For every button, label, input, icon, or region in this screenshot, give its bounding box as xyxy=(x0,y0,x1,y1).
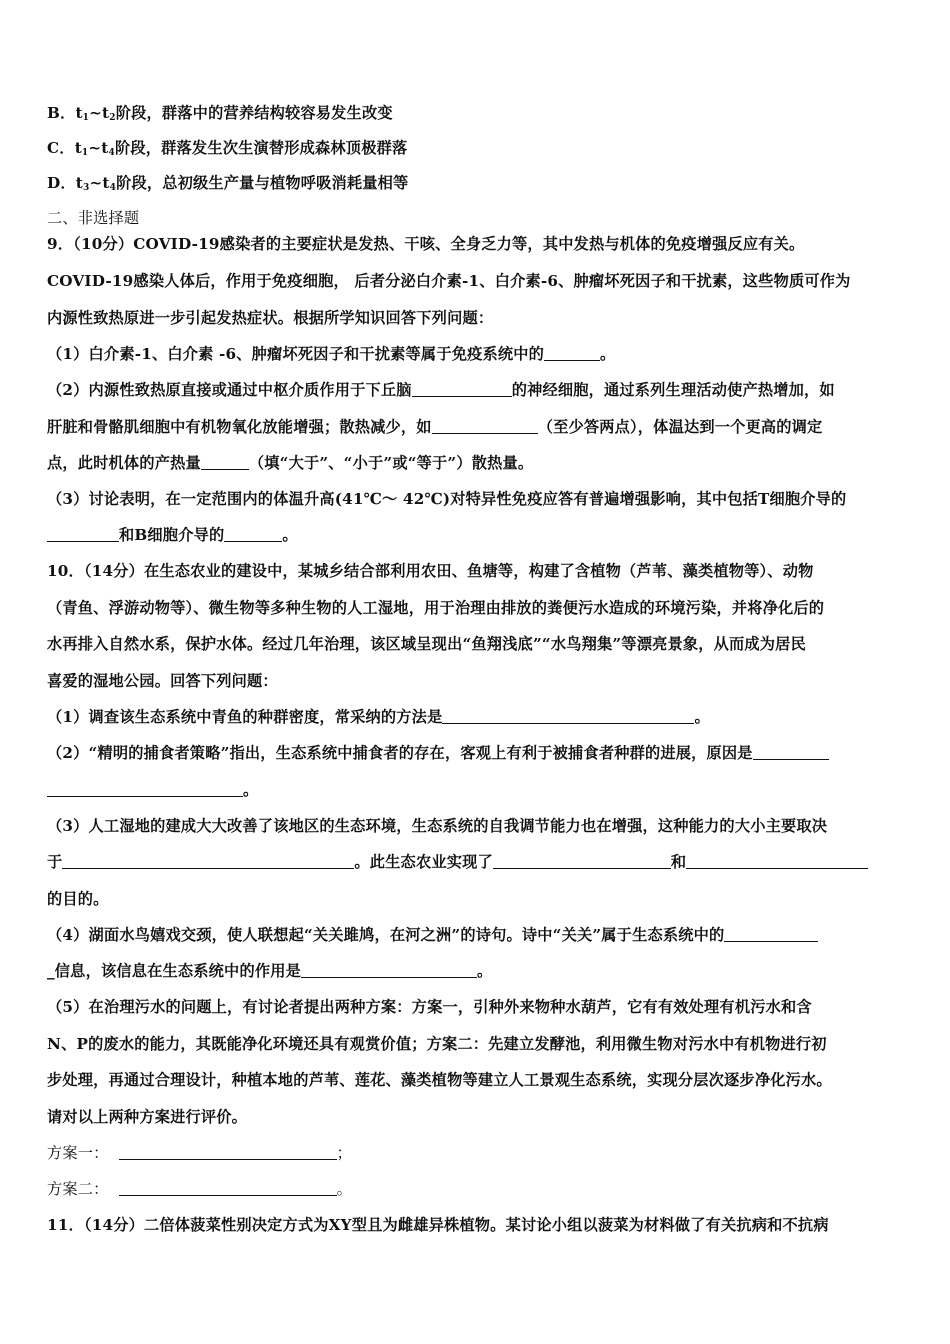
punct: ； xyxy=(336,1144,352,1162)
option-letter: C． xyxy=(47,139,75,157)
option-c xyxy=(47,138,407,163)
punct: 。 xyxy=(600,345,616,363)
q9-part-2-text: 的神经细胞，通过系列生理活动使产热增加，如 xyxy=(511,381,835,399)
subscript: 4 xyxy=(109,183,117,193)
q10-part-2-line-1 xyxy=(47,743,829,763)
q10-part-5-line-4: 请对以上两种方案进行评价。 xyxy=(47,1108,248,1126)
q10-part-3-text: 和 xyxy=(670,853,687,871)
answer-blank[interactable] xyxy=(544,346,600,361)
q9-line-1: 9．（10分）COVID-19感染者的主要症状是发热、干咳、全身乏力等，其中发热与机体的免疫增强反应有关。 xyxy=(47,235,805,253)
option-text: 阶段，总初级生产量与植物呼吸消耗量相等 xyxy=(116,174,409,192)
q9-part-1-text: （1）白介素-1、白介素 -6、肿瘤坏死因子和干扰素等属于免疫系统中的 xyxy=(47,345,545,363)
option-t: t xyxy=(75,104,83,122)
q9-part-2-line-2 xyxy=(47,417,822,437)
q10-part-4-line-1 xyxy=(47,925,818,945)
subscript: 1 xyxy=(82,113,90,123)
q10-line-2: （青鱼、浮游动物等）、微生物等多种生物的人工湿地，用于治理由排放的粪便污水造成的环境污染，并将净化后的 xyxy=(47,599,825,617)
answer-blank[interactable] xyxy=(119,1145,337,1160)
q9-part-2-line-1 xyxy=(47,380,835,400)
q10-part-4-text: （4）湖面水鸟嬉戏交颈，使人联想起“关关雎鸠，在河之洲”的诗句。诗中“关关”属于生态系统中的 xyxy=(47,926,725,944)
q9-line-3: 内源性致热原进一步引起发热症状。根据所学知识回答下列问题： xyxy=(47,309,494,327)
q9-part-2-text: 点，此时机体的产热量 xyxy=(47,454,201,472)
option-b xyxy=(47,103,393,128)
subscript: 4 xyxy=(108,148,115,158)
q9-part-2-text: （2）内源性致热原直接或通过中枢介质作用于下丘脑 xyxy=(47,381,412,399)
q10-part-1 xyxy=(47,707,710,727)
option-t: ~t xyxy=(89,174,110,192)
option-text: 阶段，群落发生次生演替形成森林顶极群落 xyxy=(115,139,408,157)
q9-line-2: COVID-19感染人体后，作用于免疫细胞， 后者分泌白介素-1、白介素-6、肿瘤坏死因子和干扰素，这些物质可作为 xyxy=(47,272,851,290)
q11-line-1: 11．（14分）二倍体菠菜性别决定方式为XY型且为雌雄异株植物。某讨论小组以菠菜为材料做了有关抗病和不抗病 xyxy=(47,1216,829,1234)
answer-blank[interactable] xyxy=(412,382,512,397)
q10-part-2-line-2 xyxy=(47,780,258,800)
punct: 。 xyxy=(336,1180,352,1198)
option-t: t xyxy=(75,174,83,192)
q10-part-5-line-2: N、P的废水的能力，其既能净化环境还具有观赏价值；方案二：先建立发酵池，利用微生物对污水中有机物进行初 xyxy=(47,1035,827,1053)
answer-blank[interactable] xyxy=(442,709,694,724)
answer-blank[interactable] xyxy=(201,455,249,470)
punct: 。 xyxy=(477,962,493,980)
q10-line-3: 水再排入自然水系，保护水体。经过几年治理，该区域呈现出“鱼翔浅底”“水鸟翔集”等漂亮景象，从而成为居民 xyxy=(47,635,806,653)
q10-line-1: 10．（14分）在生态农业的建设中，某城乡结合部利用农田、鱼塘等，构建了含植物（芦苇、藻类植物等）、动物 xyxy=(47,562,814,580)
q9-part-1 xyxy=(47,344,615,364)
q9-part-2-line-3 xyxy=(47,453,533,473)
punct: 。 xyxy=(694,708,710,726)
answer-blank[interactable] xyxy=(753,745,829,760)
option-d xyxy=(47,173,408,198)
option-t: ~t xyxy=(88,139,109,157)
answer-blank[interactable] xyxy=(47,527,119,542)
q10-part-3-text: 于 xyxy=(47,853,63,871)
answer-blank[interactable] xyxy=(686,854,868,869)
answer-blank[interactable] xyxy=(62,854,354,869)
option-text: 阶段，群落中的营养结构较容易发生改变 xyxy=(115,104,393,122)
section-title: 二、非选择题 xyxy=(47,209,140,227)
answer-blank[interactable] xyxy=(724,927,818,942)
answer-blank[interactable] xyxy=(224,527,282,542)
option-letter: B． xyxy=(47,104,76,122)
subscript: 1 xyxy=(81,148,89,158)
q9-part-2-text: （填“大于”、“小于”或“等于”）散热量。 xyxy=(248,454,534,472)
option-t: t xyxy=(74,139,82,157)
q10-part-5-line-1: （5）在治理污水的问题上，有讨论者提出两种方案：方案一，引种外来物种水葫芦，它有有效处理有机污水和含 xyxy=(47,998,812,1016)
option-t: ~t xyxy=(89,104,110,122)
plan-2-label: 方案二： xyxy=(47,1180,109,1198)
punct: 。 xyxy=(282,526,298,544)
q9-part-3-line-1: （3）讨论表明，在一定范围内的体温升高(41℃～ 42℃)对特异性免疫应答有普遍增强影响，其中包括T细胞介导的 xyxy=(47,490,847,508)
subscript: 2 xyxy=(109,113,116,123)
punct: 。 xyxy=(243,781,259,799)
q9-part-2-text: 肝脏和骨骼肌细胞中有机物氧化放能增强；散热减少，如 xyxy=(47,418,432,436)
q10-part-2-text: （2）“精明的捕食者策略”指出，生态系统中捕食者的存在，客观上有利于被捕食者种群的进展，原因是 xyxy=(47,744,753,762)
q10-part-3-text: 。此生态农业实现了 xyxy=(354,853,493,871)
q10-part-3-line-1: （3）人工湿地的建成大大改善了该地区的生态环境，生态系统的自我调节能力也在增强，这种能力的大小主要取决 xyxy=(47,817,828,835)
plan-2 xyxy=(47,1179,352,1199)
q10-part-5-line-3: 步处理，再通过合理设计，种植本地的芦苇、莲花、藻类植物等建立人工景观生态系统，实现分层次逐步净化污水。 xyxy=(47,1071,832,1089)
answer-blank[interactable] xyxy=(47,782,243,797)
q10-part-3-line-3: 的目的。 xyxy=(47,890,109,908)
plan-1 xyxy=(47,1143,352,1163)
q9-part-2-text: （至少答两点），体温达到一个更高的调定 xyxy=(537,418,823,436)
q10-part-1-text: （1）调查该生态系统中青鱼的种群密度，常采纳的方法是 xyxy=(47,708,443,726)
q10-part-4-line-2 xyxy=(47,961,492,981)
q9-part-3-text: 和B细胞介导的 xyxy=(119,526,225,544)
answer-blank[interactable] xyxy=(432,419,538,434)
plan-1-label: 方案一： xyxy=(47,1144,109,1162)
answer-blank[interactable] xyxy=(119,1181,337,1196)
subscript: 3 xyxy=(82,183,90,193)
q10-part-3-line-2 xyxy=(47,852,868,872)
q10-part-4-text: _信息，该信息在生态系统中的作用是 xyxy=(47,962,301,980)
q10-line-4: 喜爱的湿地公园。回答下列问题： xyxy=(47,672,278,690)
answer-blank[interactable] xyxy=(301,963,477,978)
option-letter: D． xyxy=(47,174,76,192)
answer-blank[interactable] xyxy=(493,854,671,869)
q9-part-3-line-2 xyxy=(47,525,298,545)
